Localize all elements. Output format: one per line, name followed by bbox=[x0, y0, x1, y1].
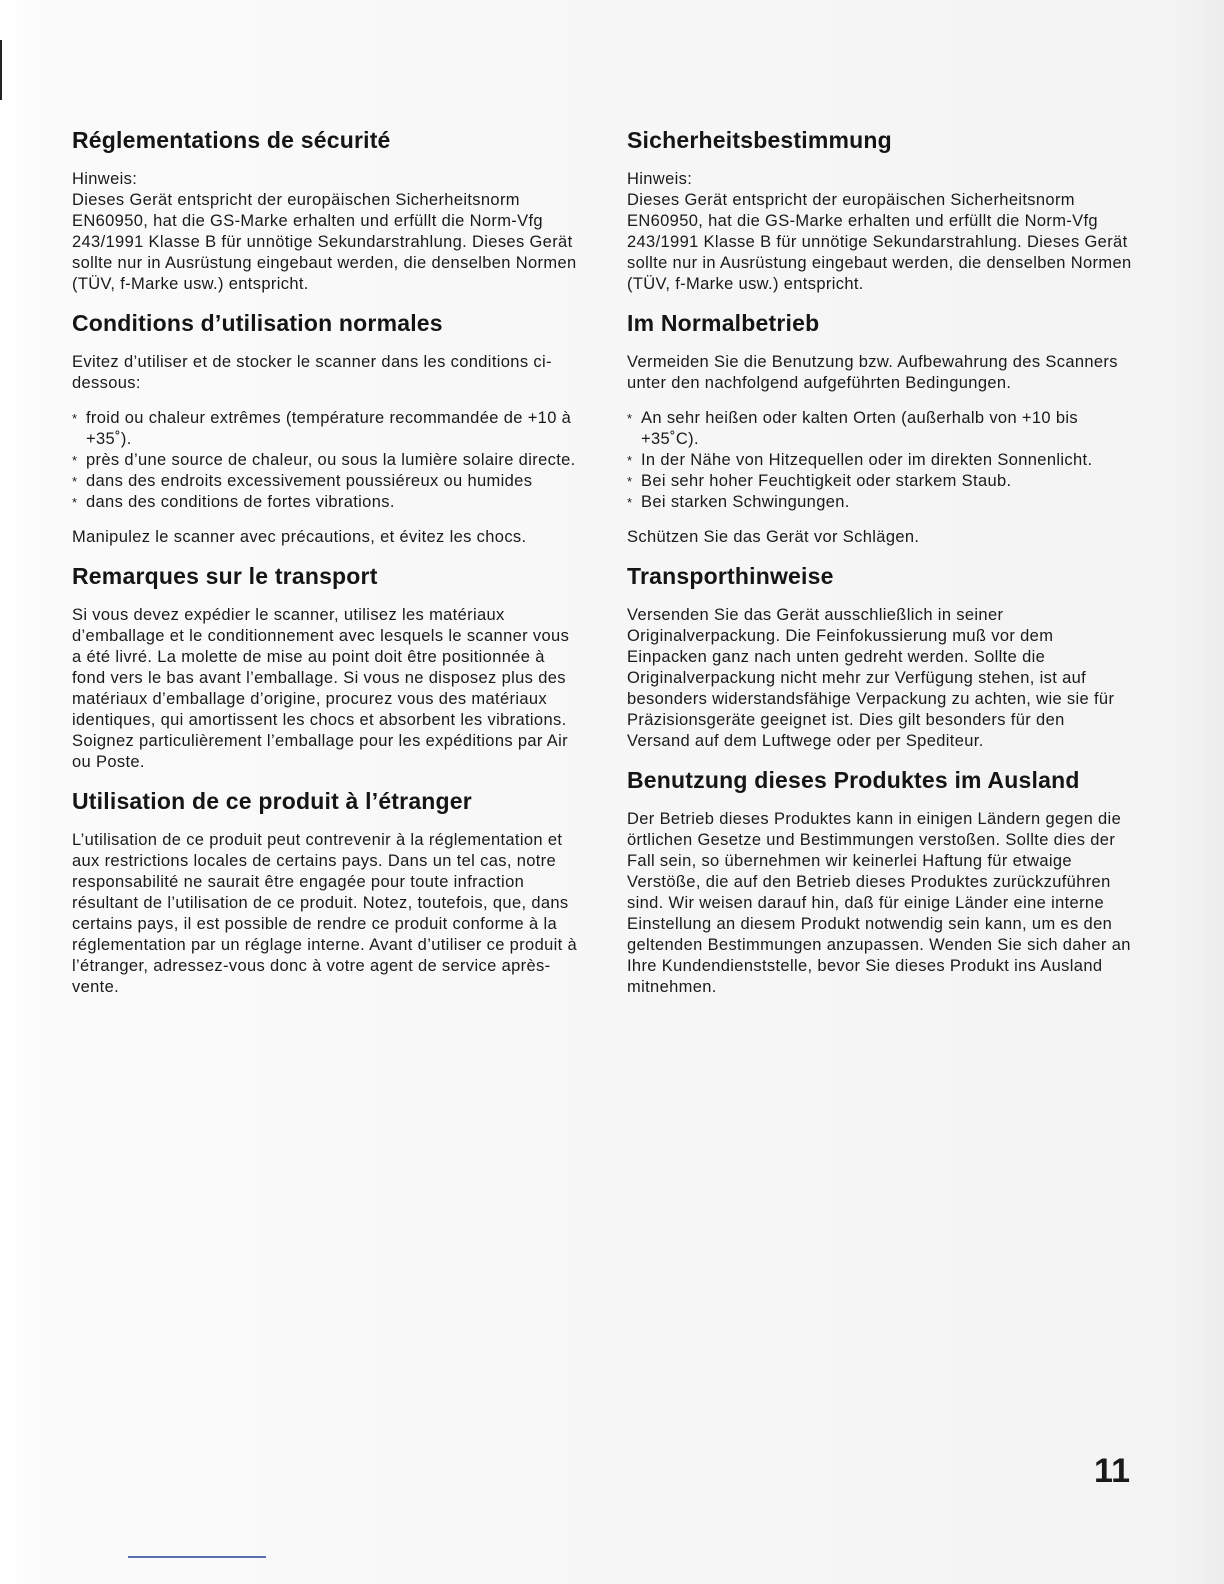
paragraph-transport-de: Versenden Sie das Gerät ausschließlich in seiner Originalverpackung. Die Feinfokussierung muß vor dem Einpacken ganz nach unten gedreht werden. Sollte die Originalverpackung nicht mehr zur Verfügung stehen, ist auf besonders widerstandsfähige Verpackung zu achten, wie sie für Präzisionsgeräte geeignet ist. Dies gilt besonders für den Versand auf dem Luftwege oder per Spediteur. bbox=[627, 606, 1115, 750]
section-transport-de bbox=[627, 562, 1132, 752]
page-number: 11 bbox=[1094, 1452, 1130, 1490]
scan-edge-mark bbox=[0, 40, 2, 100]
list-item-text: dans des conditions de fortes vibrations. bbox=[86, 493, 395, 511]
heading-transport-de: Transporthinweise bbox=[627, 563, 834, 589]
list-item-text: dans des endroits excessivement poussiéreux ou humides bbox=[86, 472, 533, 490]
bullet-star-icon: * bbox=[72, 411, 78, 426]
bullet-star-icon: * bbox=[627, 495, 633, 510]
list-item-text: Bei starken Schwingungen. bbox=[641, 493, 850, 511]
list-item-text: froid ou chaleur extrêmes (température recommandée de +10 à +35˚). bbox=[86, 409, 572, 448]
list-item-text: In der Nähe von Hitzequellen oder im direkten Sonnenlicht. bbox=[641, 451, 1093, 469]
heading-abroad-fr: Utilisation de ce produit à l’étranger bbox=[72, 788, 472, 814]
heading-safety-de: Sicherheitsbestimmung bbox=[627, 127, 892, 153]
heading-transport-fr: Remarques sur le transport bbox=[72, 563, 378, 589]
paragraph-safety-fr: Hinweis: Dieses Gerät entspricht der europäischen Sicherheitsnorm EN60950, hat die GS-Marke erhalten und erfüllt die Norm-Vfg 243/1991 Klasse B für unnötige Sekundarstrahlung. Dieses Gerät sollte nur in Ausrüstung eingebaut werden, die denselben Normen (TÜV, f-Marke usw.) entspricht. bbox=[72, 170, 577, 293]
paragraph-safety-de: Hinweis: Dieses Gerät entspricht der europäischen Sicherheitsnorm EN60950, hat die GS-Marke erhalten und erfüllt die Norm-Vfg 243/1991 Klasse B für unnötige Sekundarstrahlung. Dieses Gerät sollte nur in Ausrüstung eingebaut werden, die denselben Normen (TÜV, f-Marke usw.) entspricht. bbox=[627, 170, 1132, 293]
bullet-star-icon: * bbox=[627, 411, 633, 426]
list-item bbox=[627, 471, 1132, 492]
bullet-star-icon: * bbox=[72, 495, 78, 510]
list-item-text: Bei sehr hoher Feuchtigkeit oder starkem Staub. bbox=[641, 472, 1012, 490]
heading-normal-use-fr: Conditions d’utilisation normales bbox=[72, 310, 443, 336]
section-normal-use-de bbox=[627, 309, 1132, 548]
heading-normal-use-de: Im Normalbetrieb bbox=[627, 310, 820, 336]
section-safety-fr bbox=[72, 126, 582, 295]
list-item bbox=[627, 450, 1132, 471]
list-item-text: près d’une source de chaleur, ou sous la lumière solaire directe. bbox=[86, 451, 576, 469]
bottom-divider bbox=[128, 1556, 266, 1558]
heading-abroad-de: Benutzung dieses Produktes im Ausland bbox=[627, 767, 1080, 793]
section-abroad-fr bbox=[72, 787, 582, 998]
list-item bbox=[627, 492, 1132, 513]
heading-safety-fr: Réglementations de sécurité bbox=[72, 127, 391, 153]
section-safety-de bbox=[627, 126, 1132, 295]
list-item-text: An sehr heißen oder kalten Orten (außerhalb von +10 bis +35˚C). bbox=[641, 409, 1079, 448]
paragraph-abroad-fr: L’utilisation de ce produit peut contrevenir à la réglementation et aux restrictions locales de certains pays. Dans un tel cas, notre responsabilité ne saurait être engagée pour toute infraction résultant de l’utilisation de ce produit. Notez, toutefois, que, dans certains pays, il est possible de rendre ce produit conforme à la réglementation par un réglage interne. Avant d’utiliser ce produit à l’étranger, adressez-vous donc à votre agent de service après-vente. bbox=[72, 831, 578, 996]
paragraph-normal-use-intro-de: Vermeiden Sie die Benutzung bzw. Aufbewahrung des Scanners unter den nachfolgend aufgeführten Bedingungen. bbox=[627, 353, 1118, 392]
list-item bbox=[72, 492, 582, 513]
section-normal-use-fr bbox=[72, 309, 582, 548]
list-item bbox=[72, 408, 582, 450]
conditions-list-fr bbox=[72, 408, 582, 513]
conditions-list-de bbox=[627, 408, 1132, 513]
paragraph-normal-use-outro-de: Schützen Sie das Gerät vor Schlägen. bbox=[627, 528, 920, 546]
section-transport-fr bbox=[72, 562, 582, 773]
left-column-french bbox=[72, 126, 582, 1012]
paragraph-normal-use-outro-fr: Manipulez le scanner avec précautions, et évitez les chocs. bbox=[72, 528, 527, 546]
paragraph-abroad-de: Der Betrieb dieses Produktes kann in einigen Ländern gegen die örtlichen Gesetze und Bestimmungen verstoßen. Sollte dies der Fall sein, so übernehmen wir keinerlei Haftung für etwaige Verstöße, die auf den Betrieb dieses Produktes zurückzuführen sind. Wir weisen darauf hin, daß für einige Länder eine interne Einstellung an diesem Produkt notwendig sein kann, um es den geltenden Bestimmungen anzupassen. Wenden Sie sich daher an Ihre Kundendienststelle, bevor Sie dieses Produkt ins Ausland mitnehmen. bbox=[627, 810, 1131, 996]
bullet-star-icon: * bbox=[627, 453, 633, 468]
bullet-star-icon: * bbox=[72, 453, 78, 468]
list-item bbox=[627, 408, 1132, 450]
bullet-star-icon: * bbox=[627, 474, 633, 489]
paragraph-normal-use-intro-fr: Evitez d’utiliser et de stocker le scanner dans les conditions ci-dessous: bbox=[72, 353, 552, 392]
paragraph-transport-fr: Si vous devez expédier le scanner, utilisez les matériaux d’emballage et le conditionnement avec lesquels le scanner vous a été livré. La molette de mise au point doit être positionnée à fond vers le bas avant l’emballage. Si vous ne disposez plus des matériaux d’emballage d’origine, procurez vous des matériaux identiques, qui amortissent les chocs et absorbent les vibrations. Soignez particulièrement l’emballage pour les expéditions par Air ou Poste. bbox=[72, 606, 570, 771]
list-item bbox=[72, 450, 582, 471]
bullet-star-icon: * bbox=[72, 474, 78, 489]
right-column-german bbox=[627, 126, 1132, 1012]
list-item bbox=[72, 471, 582, 492]
section-abroad-de bbox=[627, 766, 1132, 998]
